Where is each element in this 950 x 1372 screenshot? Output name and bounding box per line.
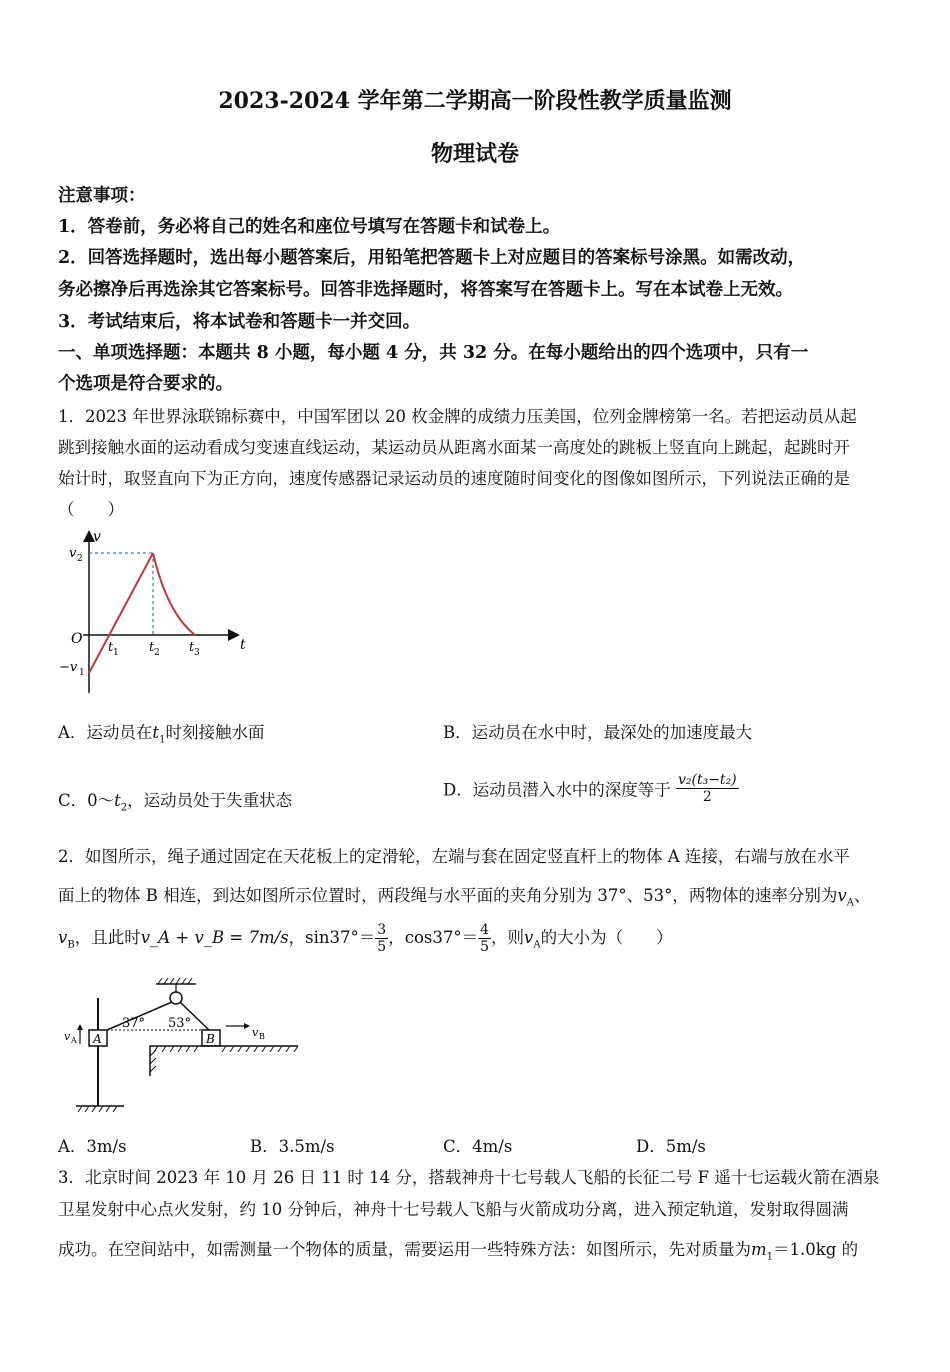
block-b-label: B (206, 1032, 215, 1046)
q2-line3-text-b: ，且此时 (74, 928, 141, 947)
q2-option-d[interactable]: D．5m/s (636, 1137, 706, 1156)
v2-subscript: 2 (77, 554, 83, 564)
notice-item-2a: 2．回答选择题时，选出每小题答案后，用铅笔把答题卡上对应题目的答案标号涂黑。如需改动， (58, 248, 806, 268)
t2-label: t (149, 640, 155, 655)
t3-label: t (189, 640, 195, 655)
q2-line3-text-e: ，则 (491, 928, 525, 947)
q2-line2-sub: A (846, 897, 854, 909)
vb-arrowhead (244, 1023, 250, 1029)
t3-subscript: 3 (194, 648, 200, 658)
exam-subtitle: 物理试卷 (430, 141, 519, 167)
q2-option-c[interactable]: C．4m/s (443, 1137, 513, 1156)
q3-line1: 3．北京时间 2023 年 10 月 26 日 11 时 14 分，搭载神舟十七号载人飞船的长征二号 F 遥十七运载火箭在酒泉 (58, 1168, 880, 1187)
t2-subscript: 2 (154, 648, 160, 658)
q2-line2-var: v (837, 886, 847, 905)
va-arrowhead (77, 1024, 83, 1030)
t1-subscript: 1 (113, 648, 119, 658)
t-axis-label: t (240, 637, 246, 653)
notice-item-2b: 务必擦净后再选涂其它答案标号。回答非选择题时，将答案写在答题卡上。写在本试卷上无效。 (58, 280, 793, 300)
q2-sin-numerator: 3 (377, 922, 387, 938)
q2-cos-fraction (478, 922, 491, 955)
v2-label: v (69, 546, 77, 561)
q3-mass-sub: 1 (766, 1251, 774, 1263)
q1-option-d[interactable] (443, 772, 739, 805)
q1-line3: 始计时，取竖直向下为正方向，速度传感器记录运动员的速度随时间变化的图像如图所示，下列说法正确的是 (58, 469, 850, 488)
q3-line2: 卫星发射中心点火发射，约 10 分钟后，神舟十七号载人飞船与火箭成功分离，进入预定轨道，发射取得圆满 (58, 1200, 849, 1219)
q1-option-d-denominator: 2 (702, 789, 712, 805)
section-heading-line1: 一、单项选择题：本题共 8 小题，每小题 4 分，共 32 分。在每小题给出的四个选项中，只有一 (58, 343, 809, 363)
q1-option-c-var: t (114, 791, 121, 810)
q1-line2: 跳到接触水面的运动看成匀变速直线运动，某运动员从距离水面某一高度处的跳板上竖直向上跳起，起跳时开 (58, 438, 850, 457)
q3-line3-text-2: ＝1.0kg 的 (773, 1240, 859, 1259)
q2-line3 (58, 922, 898, 955)
origin-label: O (71, 631, 83, 647)
v-axis-label: v (93, 529, 101, 545)
q2-line2-text: 面上的物体 B 相连，到达如图所示位置时，两段绳与水平面的夹角分别为 37°、53°，两物体的速率分别为 (58, 886, 838, 905)
q2-velocity-sum: v_A + v_B = 7m/s (140, 928, 289, 947)
linear-segment (89, 553, 153, 673)
q3-mass-var: m (751, 1240, 767, 1259)
q1-option-d-fraction (676, 772, 739, 805)
q1-line1: 1．2023 年世界泳联锦标赛中，中国军团以 20 枚金牌的成绩力压美国，位列金牌榜第一名。若把运动员从起 (58, 407, 857, 426)
q2-line1: 2．如图所示，绳子通过固定在天花板上的定滑轮，左端与套在固定竖直杆上的物体 A 连接，右端与放在水平 (58, 847, 850, 866)
floor-hatch (76, 1106, 124, 1112)
ceiling-hatch (158, 978, 192, 984)
q1-option-a-var: t (152, 723, 160, 742)
q2-vb-var: v (58, 928, 68, 947)
q1-option-b[interactable]: B．运动员在水中时，最深处的加速度最大 (443, 723, 753, 742)
q2-vb-sub: B (67, 939, 75, 951)
stepped-ground (150, 1046, 298, 1076)
decelerating-curve (153, 553, 195, 635)
q2-pulley-figure (58, 976, 308, 1116)
vb-label: v (252, 1026, 259, 1039)
q1-option-c[interactable] (58, 787, 292, 813)
q2-sin-label: ，sin37°＝ (288, 928, 376, 947)
q2-option-b[interactable]: B．3.5m/s (250, 1137, 335, 1156)
vb-subscript: B (259, 1032, 265, 1041)
notice-item-3: 3．考试结束后，将本试卷和答题卡一并交回。 (58, 312, 421, 332)
q2-line2-text-2: 、 (853, 886, 871, 905)
q2-cos-numerator: 4 (480, 922, 490, 938)
va-subscript: A (71, 1036, 77, 1045)
q1-option-a-sub: 1 (159, 734, 166, 746)
q2-va-var: v (524, 928, 534, 947)
q2-option-a[interactable]: A．3m/s (58, 1137, 127, 1156)
q1-answer-paren: （ ） (58, 500, 124, 519)
section-heading-line2: 个选项是符合要求的。 (58, 374, 233, 394)
q1-option-c-text: C．0～ (58, 791, 115, 810)
q1-option-d-numerator: v₂(t₃−t₂) (677, 772, 737, 788)
q2-line3-text-g: 的大小为（ ） (540, 928, 673, 947)
q2-cos-denominator: 5 (480, 939, 490, 955)
q1-option-a-text: A．运动员在 (58, 723, 153, 742)
q3-line3 (58, 1236, 898, 1262)
ground-hatch (150, 1046, 298, 1072)
neg-v1-label: −v (59, 660, 78, 675)
exam-title: 2023-2024 学年第二学期高一阶段性教学质量监测 (218, 88, 732, 114)
q1-option-c-sub: 2 (120, 802, 128, 814)
q2-va-sub: A (533, 939, 541, 951)
neg-v1-subscript: 1 (79, 668, 85, 678)
q2-sin-fraction (375, 922, 388, 955)
t1-label: t (108, 640, 114, 655)
q1-velocity-time-graph (55, 525, 255, 700)
notice-item-1: 1．答卷前，务必将自己的姓名和座位号填写在答题卡和试卷上。 (58, 217, 561, 237)
block-a-label: A (93, 1032, 102, 1046)
q1-option-d-text: D．运动员潜入水中的深度等于 (443, 780, 671, 800)
notice-heading: 注意事项： (58, 186, 146, 206)
q2-cos-label: ，cos37°＝ (388, 928, 479, 947)
q2-line2 (58, 882, 898, 908)
q2-sin-denominator: 5 (377, 939, 387, 955)
angle-37-label: 37° (122, 1016, 146, 1031)
q1-option-c-text-2: ，运动员处于失重状态 (127, 791, 293, 810)
angle-53-label: 53° (168, 1016, 192, 1031)
q1-option-a[interactable] (58, 719, 264, 745)
va-label: v (64, 1030, 71, 1043)
q1-option-a-text-2: 时刻接触水面 (165, 723, 265, 742)
q3-line3-text: 成功。在空间站中，如需测量一个物体的质量，需要运用一些特殊方法：如图所示，先对质量为 (58, 1240, 751, 1259)
